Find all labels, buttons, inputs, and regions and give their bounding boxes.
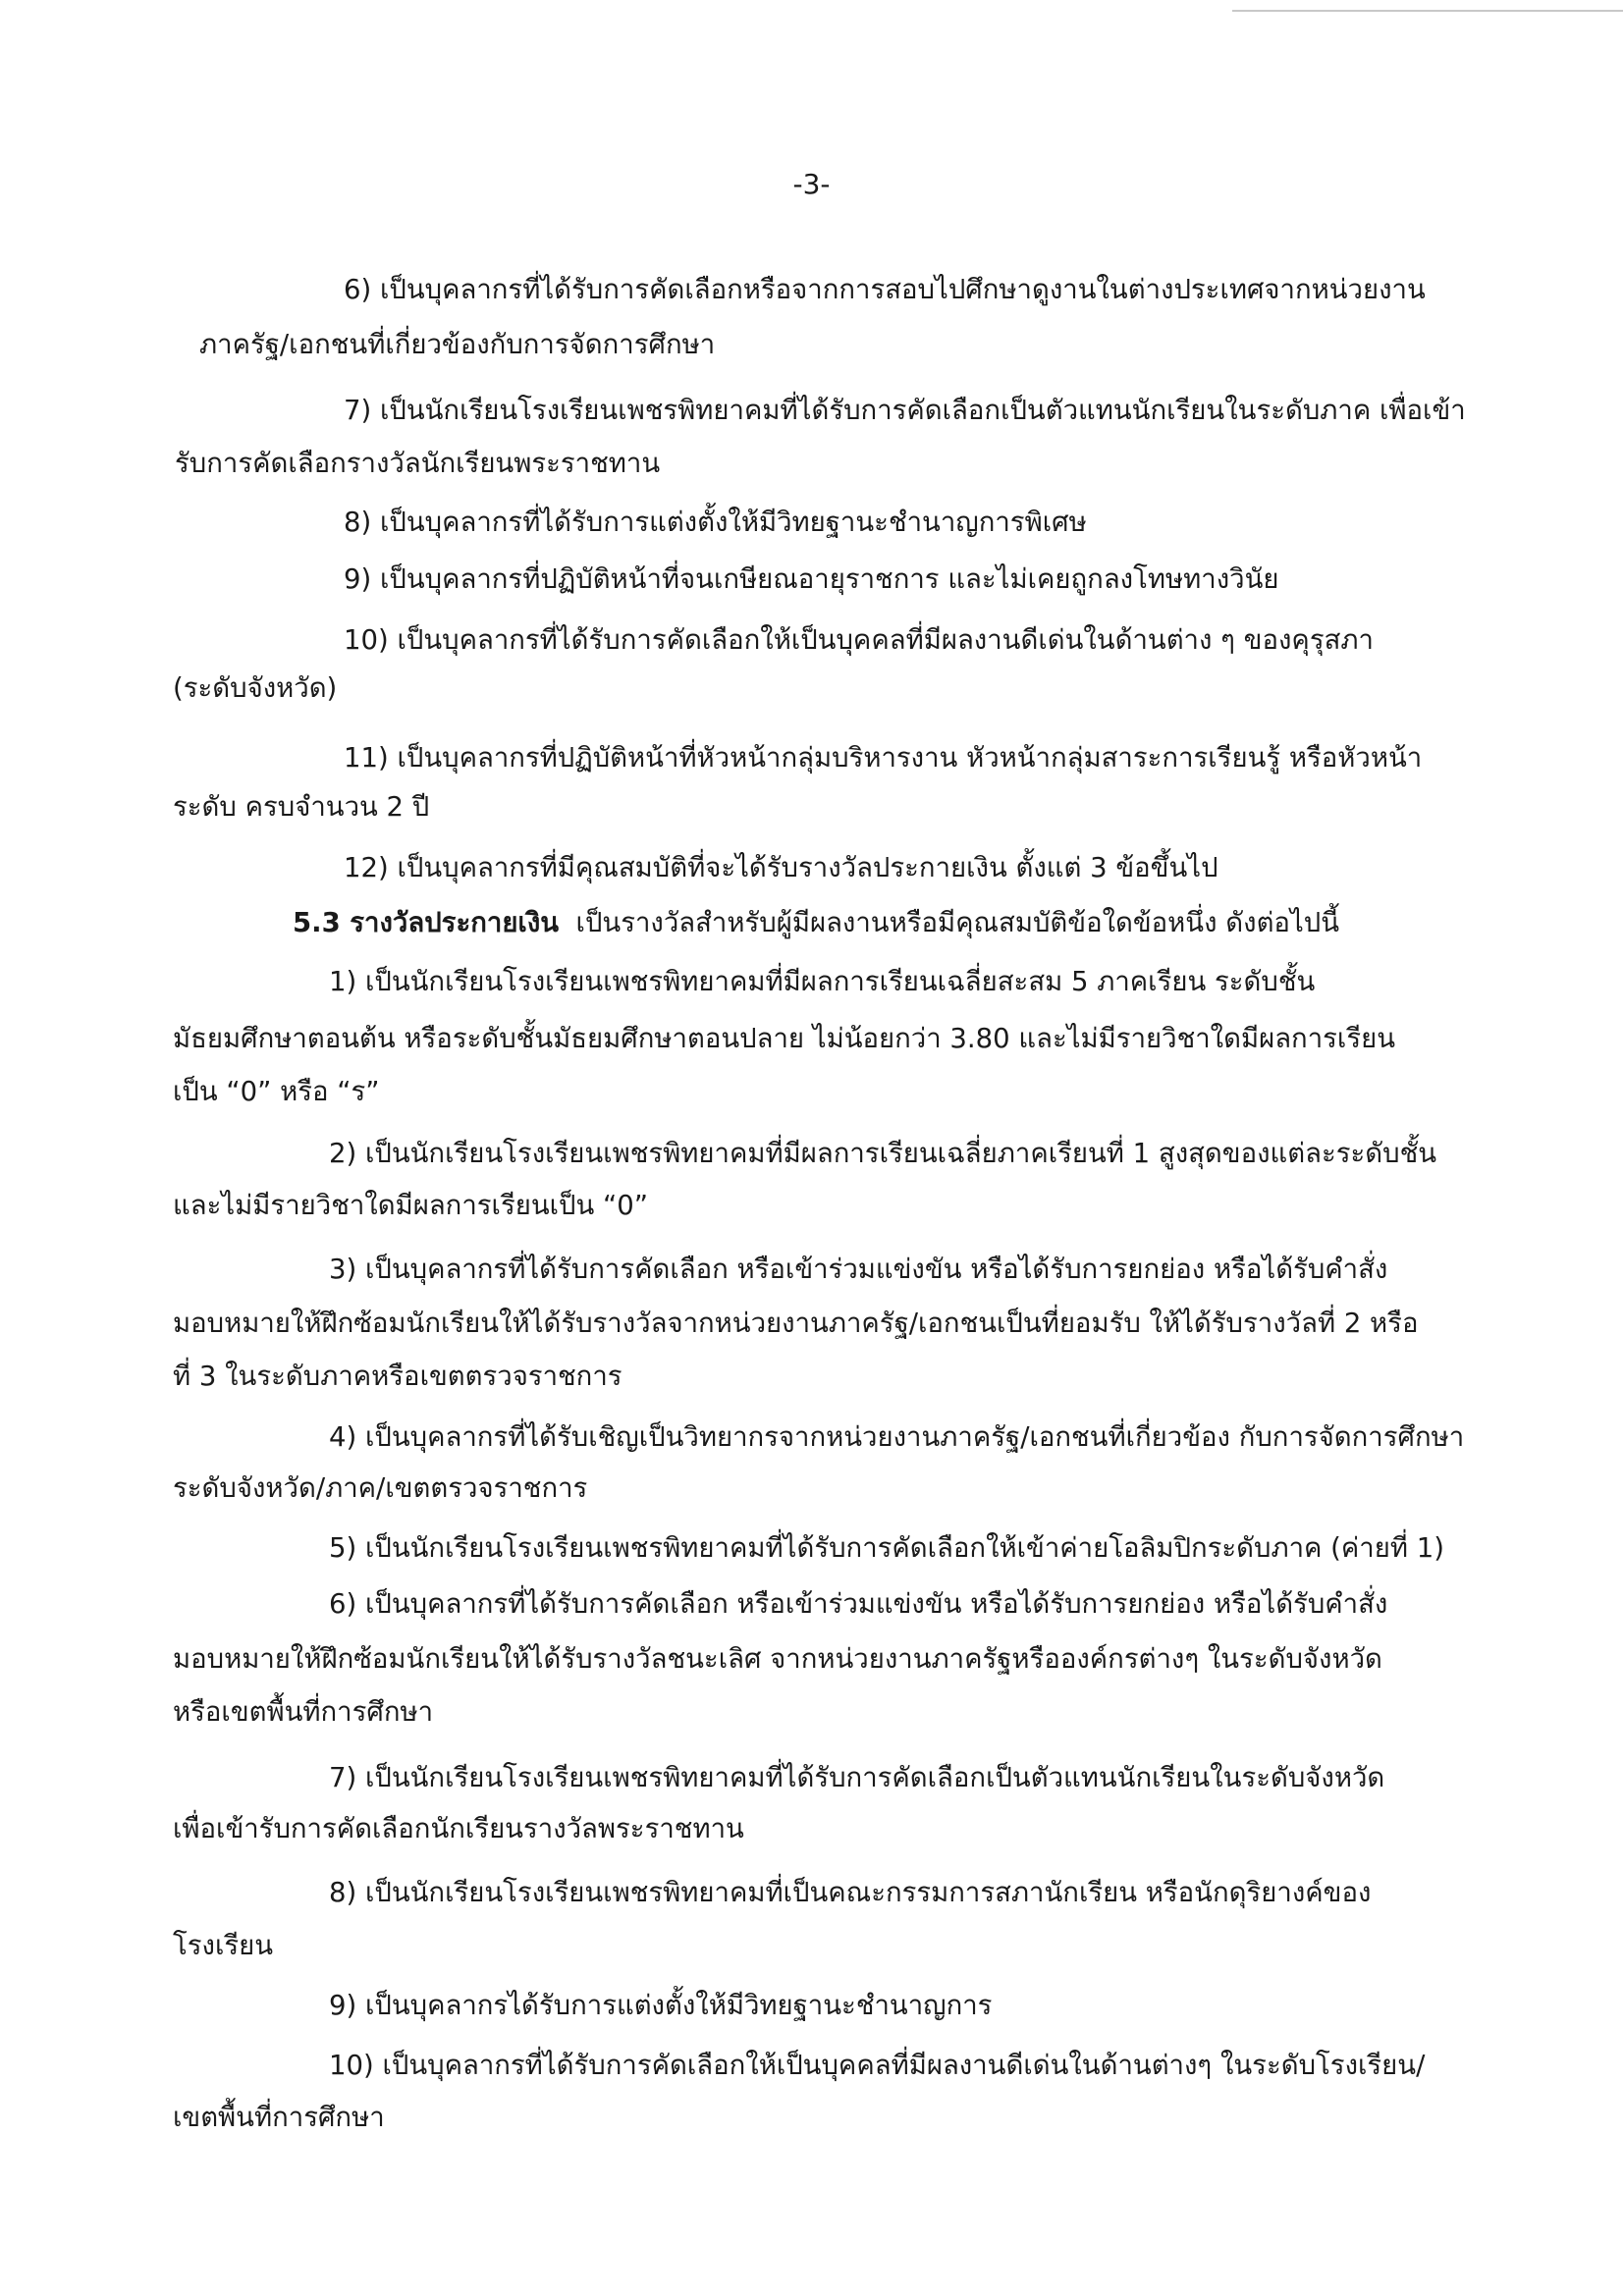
silver-item-6-line-3: หรือเขตพื้นที่การศึกษา	[173, 1696, 434, 1728]
silver-item-1-line-3: เป็น “0” หรือ “ร”	[173, 1076, 380, 1107]
item-9: 9) เป็นบุคลากรที่ปฏิบัติหน้าที่จนเกษียณอายุราชการ และไม่เคยถูกลงโทษทางวินัย	[344, 563, 1279, 595]
silver-item-3-line-2: มอบหมายให้ฝึกซ้อมนักเรียนให้ได้รับรางวัลจากหน่วยงานภาครัฐ/เอกชนเป็นที่ยอมรับ ให้ได้รับรางวัลที่ 2 หรือ	[173, 1308, 1419, 1339]
silver-item-2-line-2: และไม่มีรายวิชาใดมีผลการเรียนเป็น “0”	[173, 1190, 649, 1221]
item-11-line-2: ระดับ ครบจำนวน 2 ปี	[173, 791, 430, 823]
item-10-line-1: 10) เป็นบุคลากรที่ได้รับการคัดเลือกให้เป็นบุคคลที่มีผลงานดีเด่นในด้านต่าง ๆ ของคุรุสภา	[344, 624, 1374, 656]
silver-item-7-line-2: เพื่อเข้ารับการคัดเลือกนักเรียนรางวัลพระราชทาน	[173, 1813, 744, 1844]
silver-item-6-line-1: 6) เป็นบุคลากรที่ได้รับการคัดเลือก หรือเข้าร่วมแข่งขัน หรือได้รับการยกย่อง หรือได้รับคำสั่ง	[329, 1588, 1388, 1620]
item-11-line-1: 11) เป็นบุคลากรที่ปฏิบัติหน้าที่หัวหน้ากลุ่มบริหารงาน หัวหน้ากลุ่มสาระการเรียนรู้ หรือหัวหน้า	[344, 742, 1423, 774]
silver-item-7-line-1: 7) เป็นนักเรียนโรงเรียนเพชรพิทยาคมที่ได้รับการคัดเลือกเป็นตัวแทนนักเรียนในระดับจังหวัด	[329, 1762, 1385, 1793]
item-10-line-2: (ระดับจังหวัด)	[173, 672, 338, 704]
item-8: 8) เป็นบุคลากรที่ได้รับการแต่งตั้งให้มีวิทยฐานะชำนาญการพิเศษ	[344, 507, 1087, 538]
silver-item-3-line-3: ที่ 3 ในระดับภาคหรือเขตตรวจราชการ	[173, 1361, 622, 1392]
silver-item-2-line-1: 2) เป็นนักเรียนโรงเรียนเพชรพิทยาคมที่มีผลการเรียนเฉลี่ยภาคเรียนที่ 1 สูงสุดของแต่ละระดับชั้น	[329, 1138, 1437, 1169]
item-6-line-2: ภาครัฐ/เอกชนที่เกี่ยวข้องกับการจัดการศึกษา	[199, 329, 716, 360]
silver-item-1-line-2: มัธยมศึกษาตอนต้น หรือระดับชั้นมัธยมศึกษาตอนปลาย ไม่น้อยกว่า 3.80 และไม่มีรายวิชาใดมีผลการเรียน	[173, 1023, 1396, 1054]
silver-item-8-line-2: โรงเรียน	[173, 1930, 274, 1961]
item-12: 12) เป็นบุคลากรที่มีคุณสมบัติที่จะได้รับรางวัลประกายเงิน ตั้งแต่ 3 ข้อขึ้นไป	[344, 852, 1218, 883]
silver-item-8-line-1: 8) เป็นนักเรียนโรงเรียนเพชรพิทยาคมที่เป็นคณะกรรมการสภานักเรียน หรือนักดุริยางค์ของ	[329, 1877, 1372, 1908]
item-7-line-1: 7) เป็นนักเรียนโรงเรียนเพชรพิทยาคมที่ได้รับการคัดเลือกเป็นตัวแทนนักเรียนในระดับภาค เพื่อเข้า	[344, 395, 1466, 426]
silver-item-10-line-1: 10) เป็นบุคลากรที่ได้รับการคัดเลือกให้เป็นบุคคลที่มีผลงานดีเด่นในด้านต่างๆ ในระดับโรงเรียน/	[329, 2050, 1426, 2081]
top-edge-line	[1232, 10, 1623, 12]
silver-item-1-line-1: 1) เป็นนักเรียนโรงเรียนเพชรพิทยาคมที่มีผลการเรียนเฉลี่ยสะสม 5 ภาคเรียน ระดับชั้น	[329, 966, 1316, 997]
silver-item-9: 9) เป็นบุคลากรได้รับการแต่งตั้งให้มีวิทยฐานะชำนาญการ	[329, 1990, 993, 2021]
section-5-3-intro: เป็นรางวัลสำหรับผู้มีผลงานหรือมีคุณสมบัติข้อใดข้อหนึ่ง ดังต่อไปนี้	[575, 907, 1340, 938]
item-7-line-2: รับการคัดเลือกรางวัลนักเรียนพระราชทาน	[175, 448, 661, 479]
item-6-line-1: 6) เป็นบุคลากรที่ได้รับการคัดเลือกหรือจากการสอบไปศึกษาดูงานในต่างประเทศจากหน่วยงาน	[344, 274, 1426, 305]
section-5-3	[293, 901, 1339, 944]
silver-item-10-line-2: เขตพื้นที่การศึกษา	[173, 2102, 385, 2133]
silver-item-5: 5) เป็นนักเรียนโรงเรียนเพชรพิทยาคมที่ได้รับการคัดเลือกให้เข้าค่ายโอลิมปิกระดับภาค (ค่ายที่ 1)	[329, 1532, 1444, 1564]
page-number: -3-	[792, 168, 831, 200]
silver-item-3-line-1: 3) เป็นบุคลากรที่ได้รับการคัดเลือก หรือเข้าร่วมแข่งขัน หรือได้รับการยกย่อง หรือได้รับคำสั่ง	[329, 1254, 1388, 1285]
silver-item-4-line-2: ระดับจังหวัด/ภาค/เขตตรวจราชการ	[173, 1472, 588, 1504]
silver-item-4-line-1: 4) เป็นบุคลากรที่ได้รับเชิญเป็นวิทยากรจากหน่วยงานภาครัฐ/เอกชนที่เกี่ยวข้อง กับการจัดการศึกษา	[329, 1421, 1465, 1453]
section-5-3-heading: 5.3 รางวัลประกายเงิน	[293, 907, 560, 938]
silver-item-6-line-2: มอบหมายให้ฝึกซ้อมนักเรียนให้ได้รับรางวัลชนะเลิศ จากหน่วยงานภาครัฐหรือองค์กรต่างๆ ในระดับจังหวัด	[173, 1643, 1382, 1675]
